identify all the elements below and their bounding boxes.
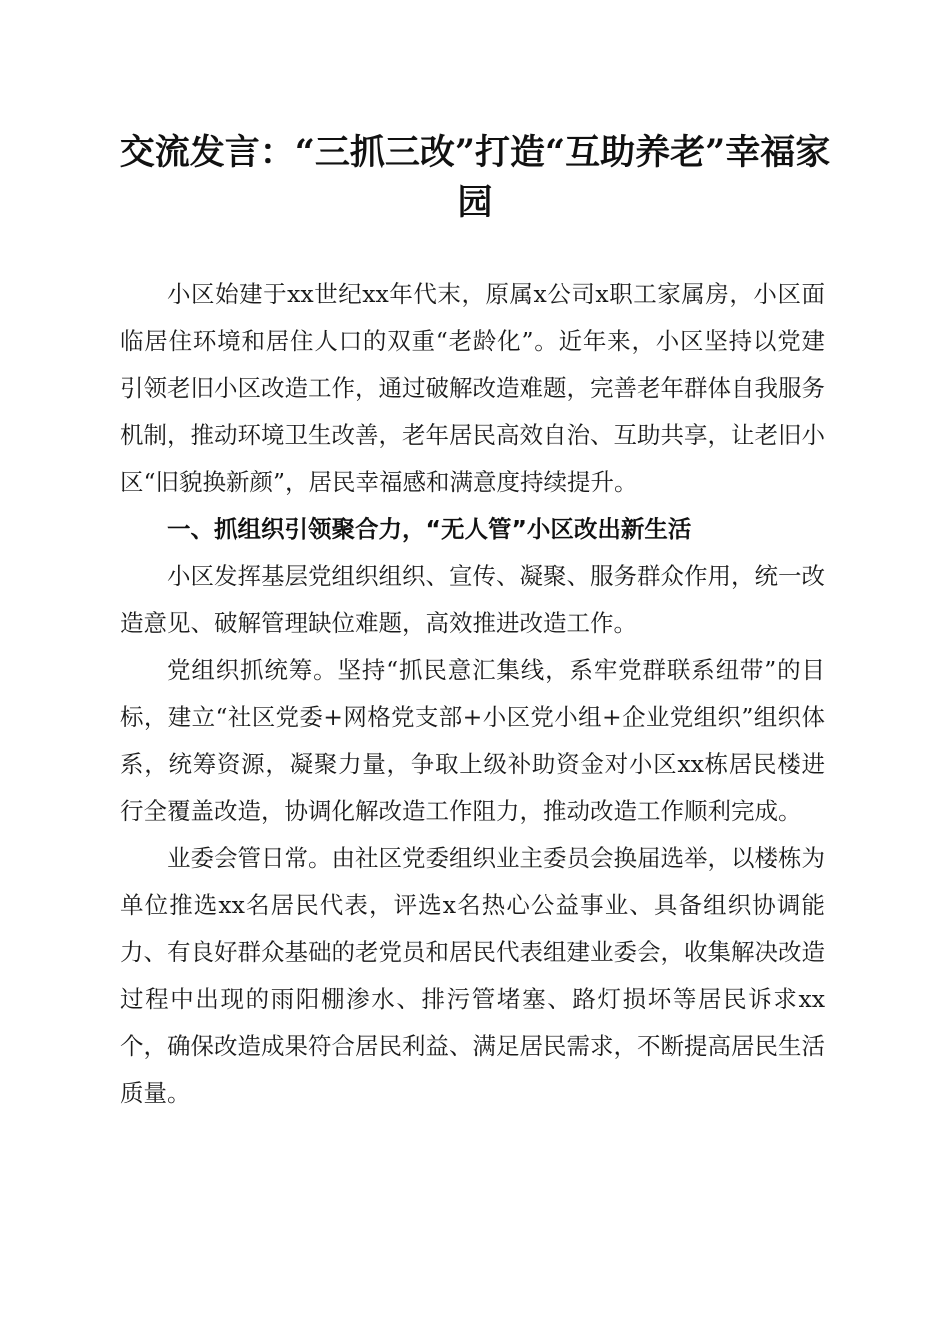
paragraph-section-1-summary: 小区发挥基层党组织组织、宣传、凝聚、服务群众作用，统一改造意见、破解管理缺位难题，高效推进改造工作。 xyxy=(120,562,825,637)
paragraph-committee-daily: 业委会管日常。由社区党委组织业主委员会换届选举，以楼栋为单位推选xx名居民代表，评选x名热心公益事业、具备组织协调能力、有良好群众基础的老党员和居民代表组建业委会，收集解决改造过程中出现的雨阳棚渗水、排污管堵塞、路灯损坏等居民诉求xx个，确保改造成果符合居民利益、满足居民需求，不断提高居民生活质量。 xyxy=(120,844,825,1107)
paragraph-party-coordination: 党组织抓统筹。坚持“抓民意汇集线，系牢党群联系纽带”的目标，建立“社区党委+网格党支部+小区党小组+企业党组织”组织体系，统筹资源，凝聚力量，争取上级补助资金对小区xx栋居民楼进行全覆盖改造，协调化解改造工作阻力，推动改造工作顺利完成。 xyxy=(120,656,825,825)
paragraph-intro: 小区始建于xx世纪xx年代末，原属x公司x职工家属房，小区面临居住环境和居住人口的双重“老龄化”。近年来，小区坚持以党建引领老旧小区改造工作，通过破解改造难题，完善老年群体自我服务机制，推动环境卫生改善，老年居民高效自治、互助共享，让老旧小区“旧貌换新颜”，居民幸福感和满意度持续提升。 xyxy=(120,280,825,496)
document-body xyxy=(120,271,825,1117)
document-title: 交流发言：“三抓三改”打造“互助养老”幸福家园 xyxy=(119,132,831,223)
section-heading-1: 一、抓组织引领聚合力，“无人管”小区改出新生活 xyxy=(167,515,692,543)
